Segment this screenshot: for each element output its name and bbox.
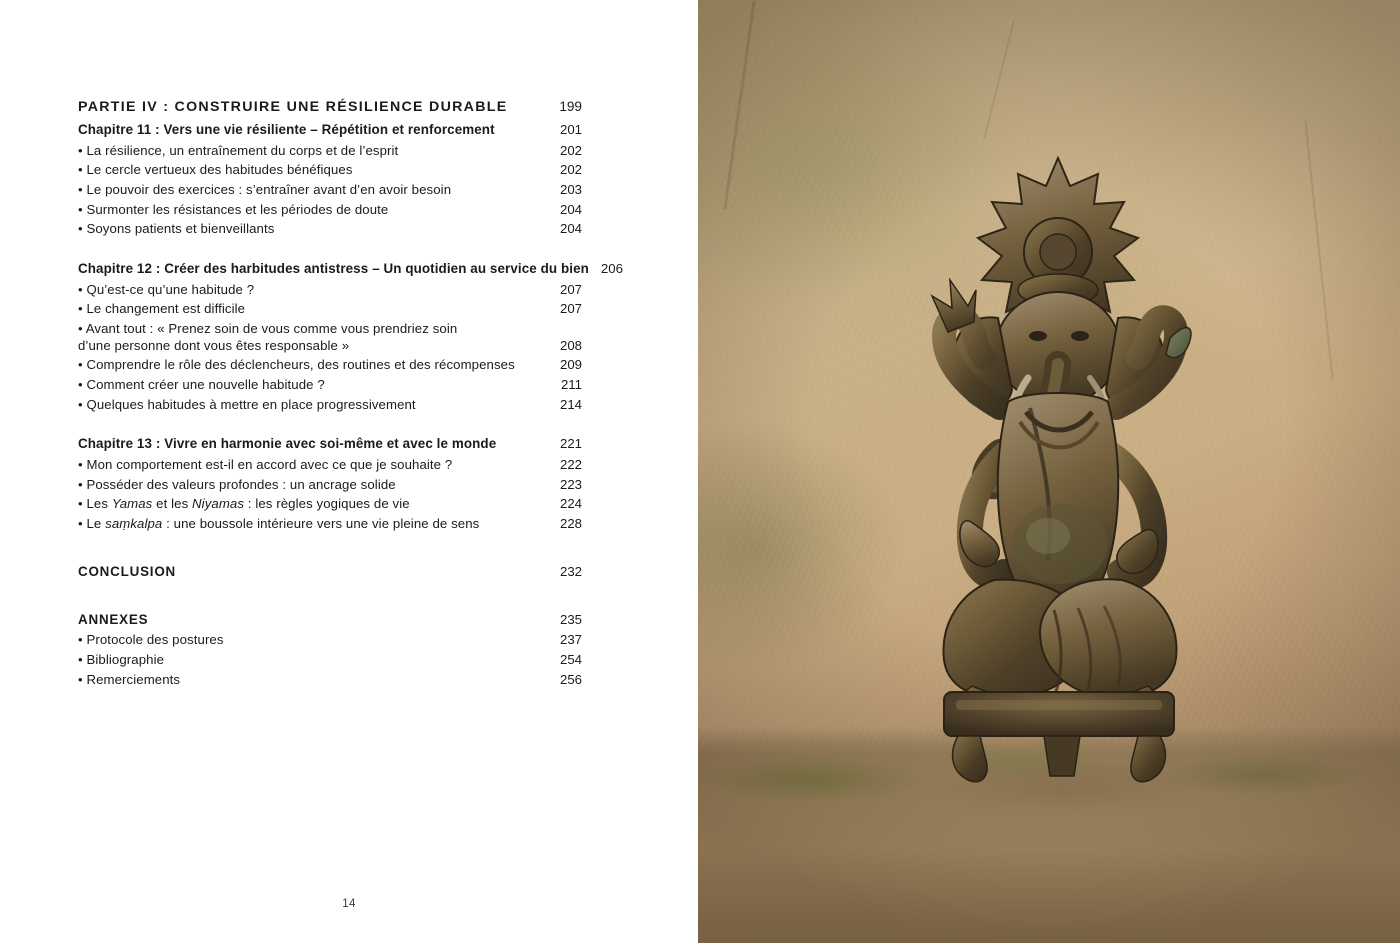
toc-entry-page: 228	[559, 515, 582, 531]
toc-entry-row	[78, 458, 582, 471]
toc-entry-label: • Bibliographie	[78, 652, 165, 668]
ganesha-bronze-statue	[848, 140, 1268, 790]
toc-chapter-row	[78, 261, 623, 277]
toc-chapter-label: Chapitre 13 : Vivre en harmonie avec soi-même et avec le monde	[78, 436, 497, 452]
toc-spacer	[78, 585, 582, 613]
toc-entry-row	[78, 163, 582, 176]
toc-part-page: 199	[559, 99, 582, 114]
toc-section-row-annexes	[78, 613, 582, 626]
toc-entry-row	[78, 517, 582, 530]
toc-chapter-row	[78, 123, 582, 136]
toc-entry-row	[78, 222, 582, 235]
toc-entry-page: 202	[559, 162, 582, 178]
toc-entry-label: • Avant tout : « Prenez soin de vous comme vous prendriez soin	[78, 320, 458, 336]
toc-entry-label: • Le cercle vertueux des habitudes bénéfiques	[78, 162, 353, 178]
toc-entry-page: 237	[559, 632, 582, 648]
toc-section-label: ANNEXES	[78, 612, 149, 628]
toc-entry-row	[78, 673, 582, 686]
toc-spacer	[78, 537, 582, 565]
toc-chapter-page: 201	[559, 122, 582, 138]
toc-entry-label: d’une personne dont vous êtes responsable »	[78, 337, 350, 353]
toc-spacer	[78, 417, 582, 437]
toc-chapter-label: Chapitre 12 : Créer des harbitudes antistress – Un quotidien au service du bien	[78, 261, 589, 277]
toc-section-page: 235	[559, 612, 582, 628]
photo-page	[698, 0, 1400, 943]
toc-entry-page: 254	[559, 652, 582, 668]
toc-entry-label: • Le saṃkalpa : une boussole intérieure vers une vie pleine de sens	[78, 515, 480, 531]
toc-entry-label: • Remerciements	[78, 671, 181, 687]
toc-list	[78, 99, 623, 693]
toc-entry-row	[78, 653, 582, 666]
toc-entry-label: • Mon comportement est-il en accord avec ce que je souhaite ?	[78, 456, 453, 472]
toc-entry-row	[78, 183, 582, 196]
toc-entry-row-continuation	[78, 339, 582, 352]
toc-section-label: CONCLUSION	[78, 563, 177, 579]
page-number: 14	[342, 898, 356, 910]
toc-entry-label: • Les Yamas et les Niyamas : les règles yogiques de vie	[78, 496, 410, 512]
toc-chapter-row	[78, 437, 582, 450]
toc-entry-page: 214	[559, 396, 582, 412]
toc-entry-page: 223	[559, 476, 582, 492]
toc-entry-label: • Quelques habitudes à mettre en place progressivement	[78, 396, 416, 412]
statue-pedestal	[944, 692, 1174, 782]
toc-entry-row	[78, 203, 582, 216]
toc-entry-page: 207	[559, 281, 582, 297]
toc-section-page: 232	[559, 563, 582, 579]
toc-entry-page: 204	[559, 201, 582, 217]
toc-entry-page: 209	[559, 357, 582, 373]
toc-entry-page: 203	[559, 182, 582, 198]
toc-entry-page: 256	[559, 671, 582, 687]
toc-entry-label: • Surmonter les résistances et les périodes de doute	[78, 201, 389, 217]
toc-entry-page: 222	[559, 456, 582, 472]
toc-entry-label: • Protocole des postures	[78, 632, 224, 648]
toc-entry-label: • Le changement est difficile	[78, 301, 246, 317]
toc-entry-row	[78, 322, 582, 335]
toc-entry-row	[78, 358, 582, 371]
toc-chapter-label: Chapitre 11 : Vers une vie résiliente – Répétition et renforcement	[78, 122, 495, 138]
toc-entry-row	[78, 497, 582, 510]
toc-section-row-conclusion	[78, 565, 582, 578]
toc-entry-label: • Comprendre le rôle des déclencheurs, des routines et des récompenses	[78, 357, 515, 373]
toc-entry-label: • Comment créer une nouvelle habitude ?	[78, 377, 325, 393]
toc-entry-label: • Soyons patients et bienveillants	[78, 221, 275, 237]
toc-part-label: PARTIE IV : CONSTRUIRE UNE RÉSILIENCE DURABLE	[78, 99, 508, 115]
toc-chapter-page: 221	[559, 436, 582, 452]
toc-entry-row	[78, 398, 582, 411]
toc-entry-row	[78, 378, 582, 391]
toc-entry-page: 202	[559, 142, 582, 158]
toc-entry-label: • La résilience, un entraînement du corps et de l’esprit	[78, 142, 399, 158]
toc-entry-page: 208	[559, 337, 582, 353]
toc-chapter-page: 206	[600, 261, 623, 277]
toc-entry-row	[78, 302, 582, 315]
toc-part-row	[78, 100, 582, 114]
toc-entry-label: • Qu’est-ce qu’une habitude ?	[78, 281, 255, 297]
toc-entry-page: 207	[559, 301, 582, 317]
toc-entry-label: • Posséder des valeurs profondes : un ancrage solide	[78, 476, 396, 492]
toc-entry-page: 211	[560, 377, 582, 393]
toc-entry-page: 224	[559, 496, 582, 512]
toc-entry-row	[78, 283, 582, 296]
table-of-contents-page	[0, 0, 698, 943]
toc-entry-label: • Le pouvoir des exercices : s’entraîner avant d’en avoir besoin	[78, 182, 452, 198]
toc-entry-row	[78, 633, 582, 646]
toc-entry-row	[78, 478, 582, 491]
toc-spacer	[78, 242, 582, 262]
toc-entry-row	[78, 144, 582, 157]
toc-entry-page: 204	[559, 221, 582, 237]
